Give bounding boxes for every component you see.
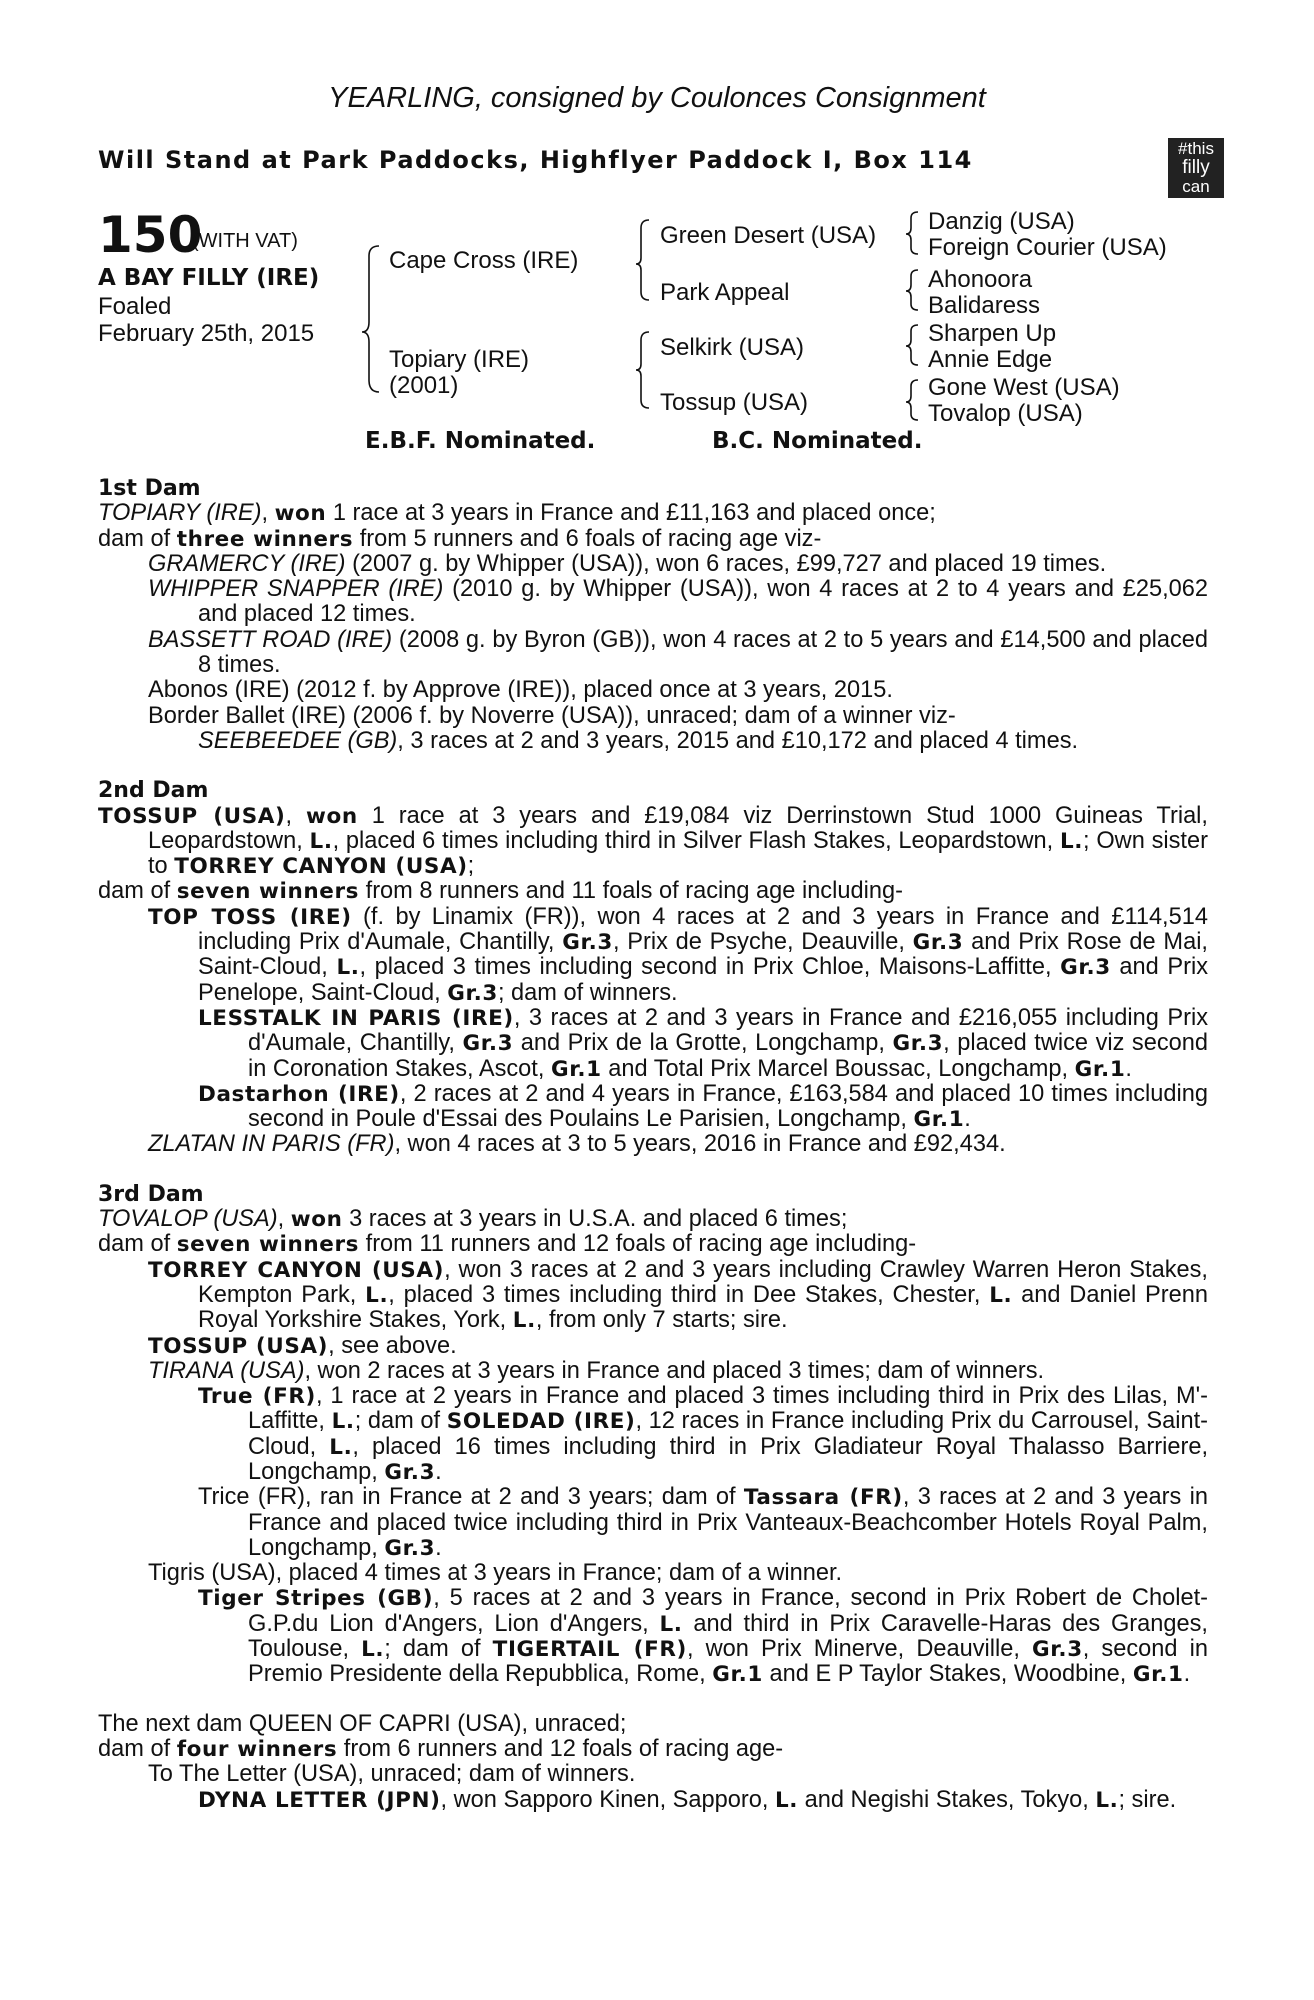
gg-2: Foreign Courier (USA) <box>928 234 1167 261</box>
produce-tiger-stripes: Tiger Stripes (GB), 5 races at 2 and 3 years in France, second in Prix Robert de Cholet-G.P.du Lion d'Angers, Lion d'Angers, L. and third in Prix Caravelle-Haras des Granges, Toulouse, L.; dam of TIGERTAIL (FR), won Prix Minerve, Deauville, Gr.3, second in Premio Presidente della Repubblica, Rome, Gr.1 and E P Taylor Stakes, Woodbine, Gr.1. <box>198 1585 1208 1688</box>
produce-border-ballet: Border Ballet (IRE) (2006 f. by Noverre (USA)), unraced; dam of a winner viz- <box>148 702 956 729</box>
granddam-maternal: Tossup (USA) <box>660 389 809 416</box>
ebf-nominated: E.B.F. Nominated. <box>365 428 596 454</box>
second-dam-produce-summary: dam of seven winners from 8 runners and 11 foals of racing age including- <box>98 878 903 905</box>
third-dam-heading: 3rd Dam <box>98 1181 204 1207</box>
brace-generation-3-b <box>906 270 918 310</box>
this-filly-can-logo: #this filly can <box>1168 138 1224 198</box>
granddam-paternal: Park Appeal <box>660 279 790 306</box>
gg-4: Balidaress <box>928 292 1041 319</box>
grandsire-paternal: Green Desert (USA) <box>660 222 877 249</box>
dam: Topiary (IRE) <box>389 346 530 373</box>
stand-location: Will Stand at Park Paddocks, Highflyer Paddock I, Box 114 <box>98 146 973 174</box>
horse-description: A BAY FILLY (IRE) <box>98 265 320 291</box>
grandsire-maternal: Selkirk (USA) <box>660 334 805 361</box>
produce-abonos: Abonos (IRE) (2012 f. by Approve (IRE)), placed once at 3 years, 2015. <box>148 677 893 704</box>
gg-8: Tovalop (USA) <box>928 400 1083 427</box>
produce-lesstalk-in-paris: LESSTALK IN PARIS (IRE), 3 races at 2 and 3 years in France and £216,055 including Prix d'Aumale, Chantilly, Gr.3 and Prix de la Grotte, Longchamp, Gr.3, placed twice viz second in Coronation Stakes, Ascot, Gr.1 and Total Prix Marcel Boussac, Longchamp, Gr.1. <box>198 1004 1208 1082</box>
pedigree-details <box>98 476 1208 1813</box>
brace-generation-3-d <box>906 380 918 420</box>
third-dam-produce-summary: dam of seven winners from 11 runners and 12 foals of racing age including- <box>98 1231 917 1258</box>
third-dam-record: TOVALOP (USA), won 3 races at 3 years in U.S.A. and placed 6 times; <box>98 1206 848 1233</box>
produce-trice: Trice (FR), ran in France at 2 and 3 years; dam of Tassara (FR), 3 races at 2 and 3 years in France and placed twice including third in Prix Vanteaux-Beachcomber Hotels Royal Palm, Longchamp, Gr.3. <box>198 1484 1208 1561</box>
brace-generation-1 <box>362 246 379 392</box>
produce-dastarhon: Dastarhon (IRE), 2 races at 2 and 4 years in France, £163,584 and placed 10 times including second in Poule d'Essai des Poulains Le Parisien, Longchamp, Gr.1. <box>198 1080 1208 1133</box>
vat-label: (WITH VAT) <box>192 230 298 252</box>
next-dam-record: The next dam QUEEN OF CAPRI (USA), unraced; <box>98 1710 627 1737</box>
produce-zlatan-in-paris: ZLATAN IN PARIS (FR), won 4 races at 3 to 5 years, 2016 in France and £92,434. <box>148 1131 1006 1158</box>
lot-number: 150 <box>98 206 203 264</box>
gg-1: Danzig (USA) <box>928 208 1075 235</box>
produce-true: True (FR), 1 race at 2 years in France and placed 3 times including third in Prix des Lilas, M'-Laffitte, L.; dam of SOLEDAD (IRE), 12 races in France including Prix du Carrousel, Saint-Cloud, L., placed 16 times including third in Prix Gladiateur Royal Thalasso Barriere, Longchamp, Gr.3. <box>198 1383 1208 1485</box>
gg-5: Sharpen Up <box>928 320 1057 347</box>
gg-7: Gone West (USA) <box>928 374 1120 401</box>
sire: Cape Cross (IRE) <box>389 247 579 274</box>
first-dam-record: TOPIARY (IRE), won 1 race at 3 years in France and £11,163 and placed once; <box>98 500 936 527</box>
produce-dyna-letter: DYNA LETTER (JPN), won Sapporo Kinen, Sapporo, L. and Negishi Stakes, Tokyo, L.; sire. <box>198 1786 1177 1813</box>
second-dam-record: TOSSUP (USA), won 1 race at 3 years and £19,084 viz Derrinstown Stud 1000 Guineas Trial, Leopardstown, L., placed 6 times including third in Silver Flash Stakes, Leopardstown, L.; Own sister to TORREY CANYON (USA); <box>98 802 1208 880</box>
brace-generation-2-upper <box>636 220 649 300</box>
brace-generation-3-c <box>906 325 918 365</box>
brace-generation-3-a <box>906 212 918 254</box>
first-dam-produce-summary: dam of three winners from 5 runners and 6 foals of racing age viz- <box>98 525 822 552</box>
foaled-label: Foaled <box>98 293 172 320</box>
second-dam-heading: 2nd Dam <box>98 778 209 804</box>
dam-year: (2001) <box>389 372 459 399</box>
produce-tirana: TIRANA (USA), won 2 races at 3 years in France and placed 3 times; dam of winners. <box>148 1357 1045 1384</box>
produce-bassett-road: BASSETT ROAD (IRE) (2008 g. by Byron (GB)), won 4 races at 2 to 5 years and £14,500 and placed 8 times. <box>148 626 1208 679</box>
page-header: YEARLING, consigned by Coulonces Consignment <box>328 82 986 114</box>
produce-to-the-letter: To The Letter (USA), unraced; dam of winners. <box>148 1761 636 1788</box>
produce-torrey-canyon: TORREY CANYON (USA), won 3 races at 2 and 3 years including Crawley Warren Heron Stakes, Kempton Park, L., placed 3 times including third in Dee Stakes, Chester, L. and Daniel Prenn Royal Yorkshire Stakes, York, L., from only 7 starts; sire. <box>148 1256 1208 1334</box>
produce-gramercy: GRAMERCY (IRE) (2007 g. by Whipper (USA)), won 6 races, £99,727 and placed 19 times. <box>148 550 1107 577</box>
produce-seebeedee: SEEBEEDEE (GB), 3 races at 2 and 3 years, 2015 and £10,172 and placed 4 times. <box>198 727 1079 754</box>
produce-tossup: TOSSUP (USA), see above. <box>148 1332 457 1359</box>
brace-generation-2-lower <box>636 332 649 408</box>
gg-3: Ahonoora <box>928 266 1033 293</box>
bc-nominated: B.C. Nominated. <box>712 428 923 454</box>
produce-tigris: Tigris (USA), placed 4 times at 3 years in France; dam of a winner. <box>148 1560 843 1587</box>
produce-whipper-snapper: WHIPPER SNAPPER (IRE) (2010 g. by Whipper (USA)), won 4 races at 2 to 4 years and £25,062 and placed 12 times. <box>148 576 1208 628</box>
foaled-date: February 25th, 2015 <box>98 320 315 347</box>
first-dam-heading: 1st Dam <box>98 476 201 501</box>
gg-6: Annie Edge <box>928 346 1053 373</box>
produce-top-toss: TOP TOSS (IRE) (f. by Linamix (FR)), won 4 races at 2 and 3 years in France and £114,514 including Prix d'Aumale, Chantilly, Gr.3, Prix de Psyche, Deauville, Gr.3 and Prix Rose de Mai, Saint-Cloud, L., placed 3 times including second in Prix Chloe, Maisons-Laffitte, Gr.3 and Prix Penelope, Saint-Cloud, Gr.3; dam of winners. <box>148 903 1209 1006</box>
next-dam-produce-summary: dam of four winners from 6 runners and 12 foals of racing age- <box>98 1735 784 1762</box>
